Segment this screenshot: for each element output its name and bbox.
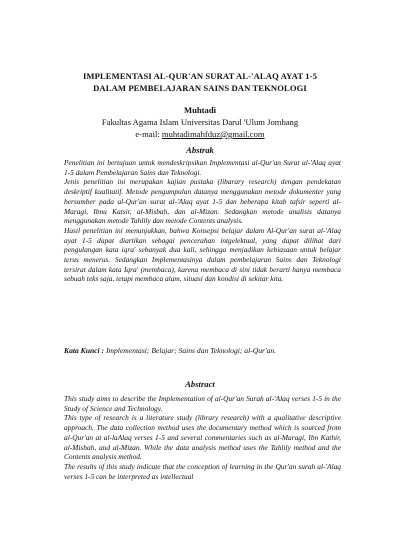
paper-title (40, 70, 360, 94)
author-name: Muhtadi (184, 105, 216, 115)
author-affiliation: Fakultas Agama Islam Universitas Darul 'Ulum Jombang (101, 117, 299, 127)
keywords-line (64, 346, 354, 356)
title-line-1: IMPLEMENTASI AL-QUR'AN SURAT AL-'ALAQ AYAT 1-5 (82, 71, 318, 81)
email-label: e-mail: (135, 129, 160, 139)
abstract-heading: Abstract (185, 379, 215, 389)
abstract-paragraph: The results of this study indicate that the conception of learning in the Qur'an surah al-'Alaq verses 1-5 can be interpreted as intellectual (64, 461, 341, 481)
author-email-line (40, 128, 360, 140)
abstrak-paragraph: Jenis penelitian ini merupakan kajian pustaka (libarary research) dengan pendekatan deskriptif kualitatif. Metode pengumpulan datanya menggunakan metode dokumenter yang bersumber pada al-Qur'an surat al-'Alaq ayat 1-5 dan beberapa kitab tafsir seperti al-Maragi, Ibnu Katsir, al-Misbah, dan al-Mizan. Sedangkan metode analisis datanya menggunakan metode Tahlily dan metode Contents analysis. (64, 177, 341, 226)
abstract-paragraph: This type of research is a literature study (library research) with a qualitative descriptive approach. The data collection method uses the documentary method which is sourced from al-Qur'an at al-laAlaq verses 1-5 and several commentaries such as al-Maragi, Ibn Kathir, al-Misbah, and al-Mizan. While the data analysis method uses the Tahlily method and the Contents analysis method. (64, 413, 341, 462)
abstrak-paragraph: Hasil penelitian ini menunjukkan, bahwa Konsepsi belajar dalam Al-Qur'an surat al-'Alaq ayat 1-5 dapat diartikan sebagai pencerahan intgelektual, yang dapat dilihat dari pengulangan kata iqra' sebanyak dua kali, sehingga menjadikan kebiasaan untuk belajar terus menerus. Sedangkan Implementasinya dalam pembelajaran Sains dan Teknologi tersirat dalam kata Iqra' (membaca), karena membaca di sini tidak berarti hanya membaca sebuah teks saja, tetapi membaca alam, situasi dan kondisi di sekitar kita. (64, 225, 341, 284)
abstrak-heading: Abstrak (186, 145, 214, 155)
abstrak-body (64, 158, 341, 284)
abstract-paragraph: This study aims to describe the Implementation of al-Qur'an Surah al-'Alaq verses 1-5 in the Study of Science and Technology. (64, 394, 341, 413)
keywords-value: Implementasi; Belajar; Sains dan Teknologi; al-Qur'an. (106, 346, 277, 355)
abstrak-paragraph: Penelitian ini bertujuan untuk mendeskripsikan Implementasi al-Qur'an Surat al-'Alaq ayat 1-5 dalam Pembelajaran Sains dan Teknologi. (64, 158, 341, 177)
email-link[interactable]: muhtadimahfduz@gmail.com (161, 129, 265, 139)
title-line-2: DALAM PEMBELAJARAN SAINS DAN TEKNOLOGI (93, 83, 307, 93)
author-block (40, 104, 360, 140)
abstract-body (64, 394, 341, 481)
keywords-label: Kata Kunci : (64, 346, 105, 355)
